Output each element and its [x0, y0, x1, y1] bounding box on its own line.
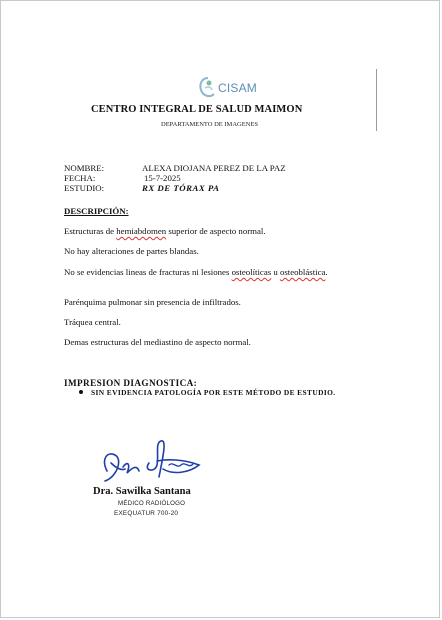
impression-item	[79, 388, 336, 397]
signer-name: Dra. Sawilka Santana	[93, 486, 191, 497]
logo-text: CISAM	[218, 81, 258, 95]
spellcheck-word: hemiabdomen	[116, 226, 167, 236]
finding-text: .	[325, 267, 328, 277]
signer-exequatur: EXEQUATUR 700-20	[114, 510, 179, 517]
finding-text: Estructuras de	[64, 226, 117, 236]
finding-abdomen	[64, 226, 364, 237]
name-value: ALEXA DIOJANA PEREZ DE LA PAZ	[142, 163, 286, 173]
study-value: RX DE TÓRAX PA	[142, 183, 220, 193]
description-title: DESCRIPCIÓN:	[64, 206, 129, 216]
finding-soft-tissue: No hay alteraciones de partes blandas.	[64, 246, 199, 256]
cisam-logo-icon	[196, 75, 220, 103]
date-label: FECHA:	[64, 173, 96, 183]
impression-title: IMPRESION DIAGNOSTICA:	[64, 378, 198, 388]
finding-lungs: Parénquima pulmonar sin presencia de infiltrados.	[64, 297, 241, 307]
bullet-icon	[79, 390, 83, 394]
finding-bones	[64, 267, 364, 278]
spellcheck-word: osteolíticas	[231, 267, 272, 277]
handwritten-signature	[97, 437, 207, 487]
finding-text: u	[271, 267, 280, 277]
spellcheck-word: osteoblástica	[279, 267, 326, 277]
page-margin-marker	[376, 69, 377, 131]
finding-mediastinum: Demas estructuras del mediastino de aspecto normal.	[64, 337, 251, 347]
name-label: NOMBRE:	[64, 163, 105, 173]
signer-title: MÉDICO RADIÓLOGO	[118, 500, 186, 507]
finding-text: No se evidencias lineas de fracturas ni lesiones	[64, 267, 232, 277]
date-value: 15-7-2025	[144, 173, 181, 183]
finding-trachea: Tráquea central.	[64, 317, 121, 327]
cisam-logo	[196, 75, 256, 105]
finding-text: superior de aspecto normal.	[166, 226, 266, 236]
center-name: CENTRO INTEGRAL DE SALUD MAIMON	[91, 104, 303, 115]
impression-text: SIN EVIDENCIA PATOLOGÍA POR ESTE MÉTODO DE ESTUDIO.	[91, 388, 336, 397]
study-label: ESTUDIO:	[64, 183, 105, 193]
department-name: DEPARTAMENTO DE IMAGENES	[161, 121, 258, 128]
